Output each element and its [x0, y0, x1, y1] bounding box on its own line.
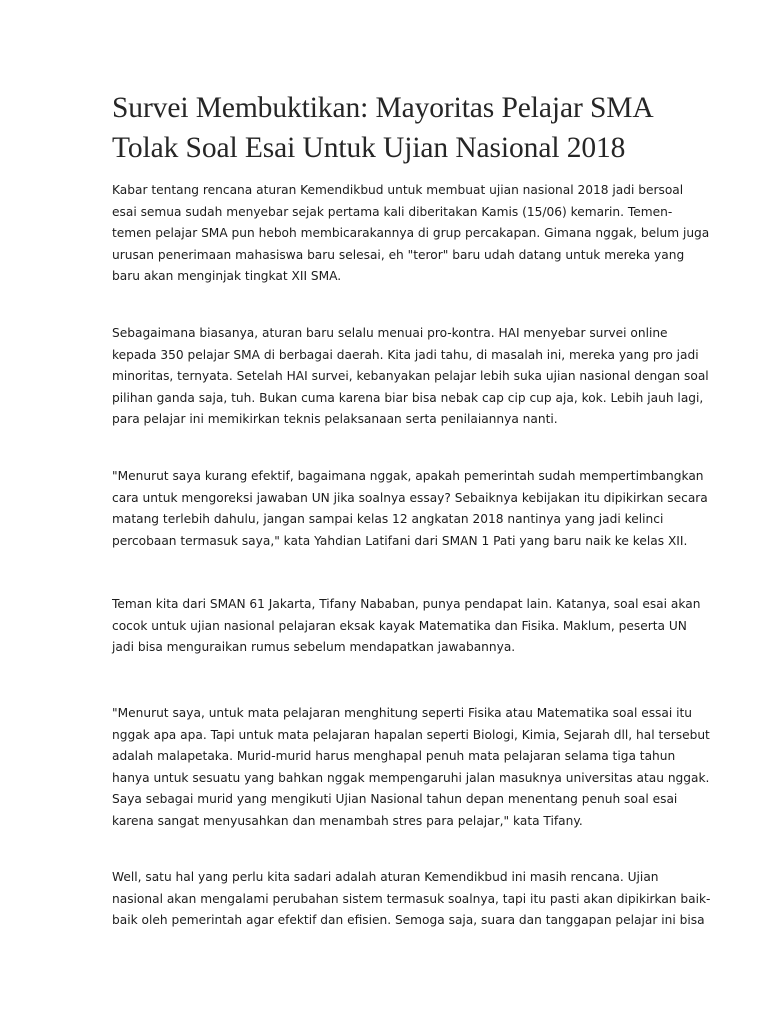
paragraph-quote-tifany	[112, 703, 710, 833]
text-line: esai semua sudah menyebar sejak pertama kali diberitakan Kamis (15/06) kemarin. Temen-	[112, 204, 673, 219]
text-line: cocok untuk ujian nasional pelajaran eksak kayak Matematika dan Fisika. Maklum, peserta UN	[112, 618, 687, 633]
text-line: minoritas, ternyata. Setelah HAI survei, kebanyakan pelajar lebih suka ujian nasional dengan soal	[112, 369, 709, 384]
text-line: temen pelajar SMA pun heboh membicarakannya di grup percakapan. Gimana nggak, belum juga	[112, 226, 710, 241]
paragraph-quote-yahdian	[112, 466, 708, 552]
text-line: adalah malapetaka. Murid-murid harus menghapal penuh mata pelajaran selama tiga tahun	[112, 749, 676, 764]
text-line: nggak apa apa. Tapi untuk mata pelajaran hapalan seperti Biologi, Kimia, Sejarah dll, hal tersebut	[112, 727, 710, 742]
text-line: jadi bisa menguraikan rumus sebelum mendapatkan jawabannya.	[112, 640, 516, 655]
title-line: Survei Membuktikan: Mayoritas Pelajar SMA	[112, 92, 654, 124]
text-line: para pelajar ini memikirkan teknis pelaksanaan serta penilaiannya nanti.	[112, 412, 558, 427]
title-line: Tolak Soal Esai Untuk Ujian Nasional 2018	[112, 132, 626, 164]
text-line: Teman kita dari SMAN 61 Jakarta, Tifany Nababan, punya pendapat lain. Katanya, soal esai akan	[112, 597, 701, 611]
paragraph-closing	[112, 867, 711, 932]
text-line: nasional akan mengalami perubahan sistem termasuk soalnya, tapi itu pasti akan dipikirkan baik-	[112, 891, 711, 906]
text-line: "Menurut saya kurang efektif, bagaimana nggak, apakah pemerintah sudah mempertimbangkan	[112, 469, 704, 483]
text-line: hanya untuk sesuatu yang bahkan nggak mempengaruhi jalan masuknya universitas atau nggak.	[112, 770, 710, 785]
text-line: percobaan termasuk saya," kata Yahdian Latifani dari SMAN 1 Pati yang baru naik ke kelas XII.	[112, 533, 688, 548]
paragraph-intro	[112, 180, 710, 288]
text-line: Well, satu hal yang perlu kita sadari adalah aturan Kemendikbud ini masih rencana. Ujian	[112, 870, 659, 884]
paragraph-survey	[112, 323, 709, 431]
article-title	[112, 88, 672, 168]
text-line: matang terlebih dahulu, jangan sampai kelas 12 angkatan 2018 nantinya yang jadi kelinci	[112, 512, 664, 527]
text-line: cara untuk mengoreksi jawaban UN jika soalnya essay? Sebaiknya kebijakan itu dipikirkan secara	[112, 490, 708, 505]
text-line: karena sangat menyusahkan dan menambah stres para pelajar," kata Tifany.	[112, 813, 583, 828]
text-line: baik oleh pemerintah agar efektif dan efisien. Semoga saja, suara dan tanggapan pelajar ini bisa	[112, 913, 705, 928]
text-line: Saya sebagai murid yang mengikuti Ujian Nasional tahun depan menentang penuh soal esai	[112, 792, 678, 807]
text-line: pilihan ganda saja, tuh. Bukan cuma karena biar bisa nebak cap cip cup aja, kok. Lebih jauh lagi,	[112, 390, 704, 405]
text-line: "Menurut saya, untuk mata pelajaran menghitung seperti Fisika atau Matematika soal essai itu	[112, 706, 693, 720]
paragraph-tifany-intro	[112, 594, 701, 659]
text-line: kepada 350 pelajar SMA di berbagai daerah. Kita jadi tahu, di masalah ini, mereka yang pro jadi	[112, 347, 699, 362]
text-line: urusan penerimaan mahasiswa baru selesai, eh "teror" baru udah datang untuk mereka yang	[112, 247, 685, 262]
text-line: Sebagaimana biasanya, aturan baru selalu menuai pro-kontra. HAI menyebar survei online	[112, 326, 668, 340]
text-line: baru akan menginjak tingkat XII SMA.	[112, 269, 342, 284]
text-line: Kabar tentang rencana aturan Kemendikbud untuk membuat ujian nasional 2018 jadi bersoal	[112, 183, 684, 197]
